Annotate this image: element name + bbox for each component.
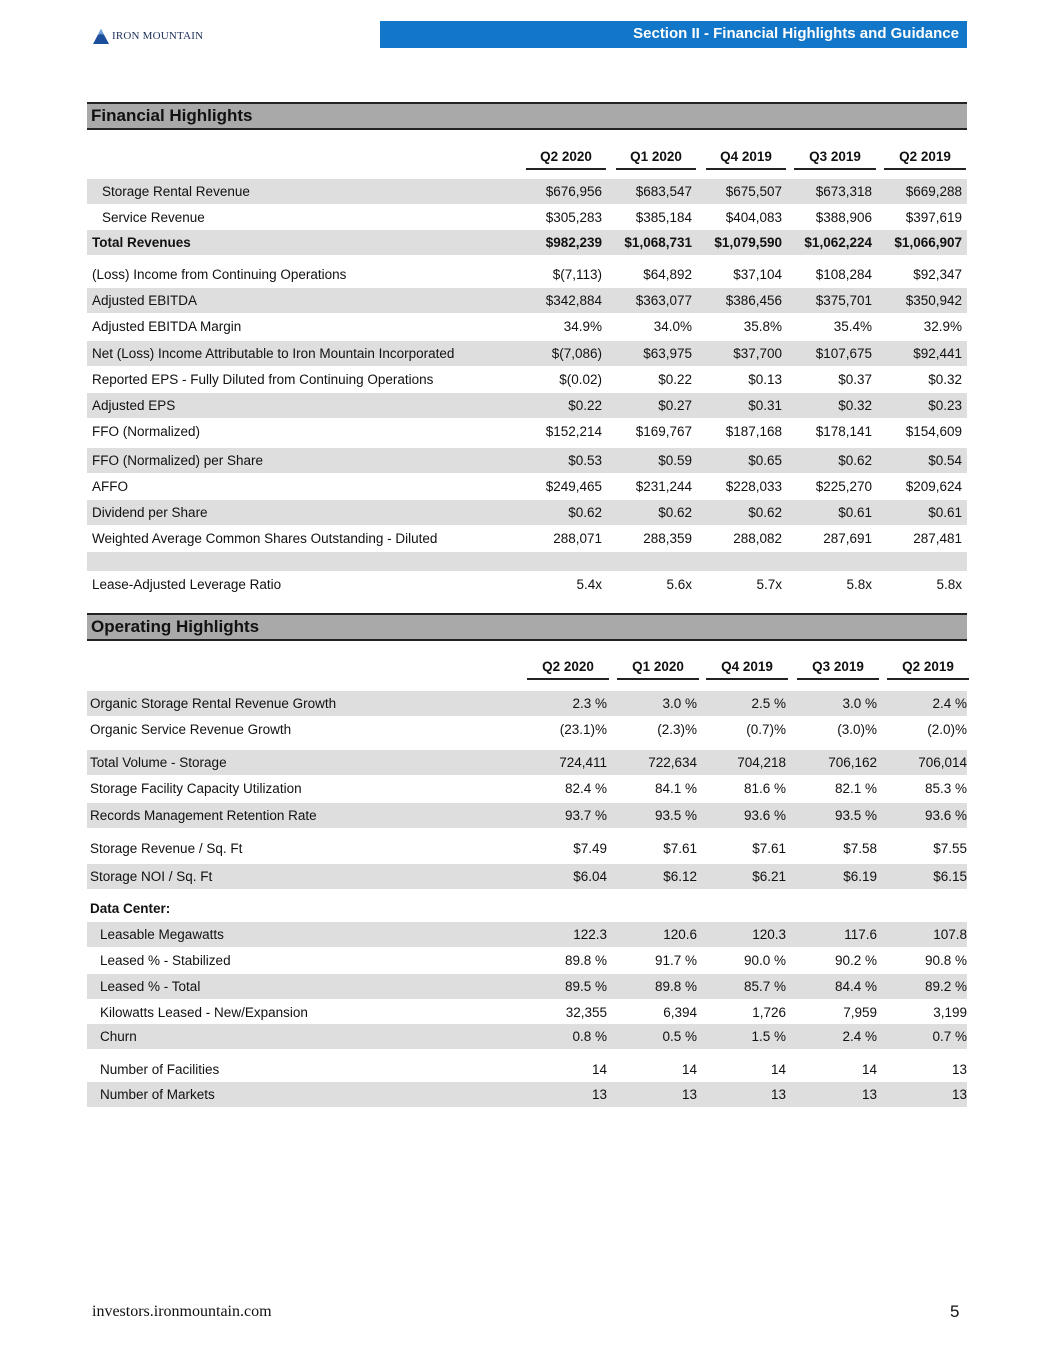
row-value: $6.12 <box>663 869 697 884</box>
row-label: Weighted Average Common Shares Outstanding - Diluted <box>92 531 438 546</box>
data-center-table-row <box>87 1024 967 1049</box>
operating-column-header: Q3 2019 <box>797 656 879 680</box>
row-label: Adjusted EPS <box>92 398 176 413</box>
row-value: $397,619 <box>905 210 962 225</box>
row-value: $107,675 <box>815 346 872 361</box>
row-value: 7,959 <box>843 1005 877 1020</box>
row-value: $63,975 <box>643 346 692 361</box>
row-value: $37,700 <box>733 346 782 361</box>
row-value: 5.7x <box>756 577 782 592</box>
row-value: 34.9% <box>563 319 602 334</box>
row-value: (23.1)% <box>559 722 607 737</box>
row-value: $675,507 <box>725 184 782 199</box>
row-value: $388,906 <box>815 210 872 225</box>
row-value: $0.22 <box>568 398 602 413</box>
financial-table-row <box>87 393 967 418</box>
row-value: $363,077 <box>635 293 692 308</box>
row-value: $0.59 <box>658 453 692 468</box>
row-label: Lease-Adjusted Leverage Ratio <box>92 577 282 592</box>
row-label: Storage NOI / Sq. Ft <box>90 869 213 884</box>
row-value: 3,199 <box>933 1005 967 1020</box>
operating-table-row <box>87 750 967 775</box>
row-value: $0.61 <box>838 505 872 520</box>
row-value: (3.0)% <box>837 722 877 737</box>
row-value: $342,884 <box>545 293 602 308</box>
row-label: Leased % - Total <box>100 979 201 994</box>
data-center-heading <box>87 897 967 921</box>
row-label: Adjusted EBITDA <box>92 293 198 308</box>
row-value: $1,062,224 <box>804 235 872 250</box>
row-value: $249,465 <box>545 479 602 494</box>
row-value: $1,079,590 <box>714 235 782 250</box>
row-value: 2.5 % <box>751 696 786 711</box>
row-value: $0.13 <box>748 372 782 387</box>
row-value: $187,168 <box>725 424 782 439</box>
row-value: 90.8 % <box>924 953 967 968</box>
footer-url[interactable]: investors.ironmountain.com <box>92 1303 272 1320</box>
row-value: $108,284 <box>815 267 872 282</box>
row-value: $169,767 <box>635 424 692 439</box>
row-value: 2.3 % <box>572 696 607 711</box>
row-value: 122.3 <box>573 927 607 942</box>
row-value: 5.4x <box>576 577 602 592</box>
row-value: $(7,086) <box>551 346 602 361</box>
row-value: 287,691 <box>823 531 872 546</box>
financial-highlights-title: Financial Highlights <box>87 102 967 130</box>
operating-column-header: Q1 2020 <box>617 656 699 680</box>
financial-column-header: Q1 2020 <box>616 146 696 170</box>
row-value: $228,033 <box>725 479 782 494</box>
row-label: Total Revenues <box>92 235 191 250</box>
row-value: 93.6 % <box>743 808 786 823</box>
row-value: 13 <box>681 1087 697 1102</box>
row-value: $386,456 <box>725 293 782 308</box>
row-value: $209,624 <box>905 479 962 494</box>
row-value: 5.8x <box>846 577 872 592</box>
financial-column-header: Q4 2019 <box>706 146 786 170</box>
row-label: Leasable Megawatts <box>100 927 224 942</box>
row-value: 107.8 <box>933 927 967 942</box>
row-value: $6.19 <box>843 869 877 884</box>
row-value: $0.22 <box>658 372 692 387</box>
financial-table-row <box>87 572 967 597</box>
row-value: 13 <box>861 1087 877 1102</box>
row-value: 13 <box>951 1062 967 1077</box>
spacer-row <box>87 552 967 571</box>
operating-table-row <box>87 776 967 801</box>
row-value: 724,411 <box>559 755 607 770</box>
data-center-table-row <box>87 974 967 999</box>
row-label: Storage Rental Revenue <box>102 184 250 199</box>
financial-column-header: Q2 2020 <box>526 146 606 170</box>
row-value: 2.4 % <box>842 1029 877 1044</box>
row-value: $0.54 <box>928 453 962 468</box>
financial-table-row <box>87 419 967 444</box>
row-value: 82.4 % <box>564 781 607 796</box>
row-value: $0.61 <box>928 505 962 520</box>
row-label: Records Management Retention Rate <box>90 808 317 823</box>
row-label: Storage Facility Capacity Utilization <box>90 781 302 796</box>
row-value: 706,014 <box>918 755 967 770</box>
row-value: $683,547 <box>635 184 692 199</box>
row-value: $64,892 <box>643 267 692 282</box>
row-value: 706,162 <box>828 755 877 770</box>
row-label: Service Revenue <box>102 210 205 225</box>
operating-table-row <box>87 864 967 889</box>
row-value: $7.55 <box>933 841 967 856</box>
row-label: Kilowatts Leased - New/Expansion <box>100 1005 308 1020</box>
row-label: FFO (Normalized) <box>92 424 201 439</box>
row-value: $404,083 <box>725 210 782 225</box>
financial-column-header: Q2 2019 <box>884 146 966 170</box>
operating-table-row <box>87 717 967 742</box>
row-value: $669,288 <box>905 184 962 199</box>
operating-column-header: Q2 2020 <box>527 656 609 680</box>
row-value: $0.37 <box>838 372 872 387</box>
row-value: 3.0 % <box>662 696 697 711</box>
row-value: 288,359 <box>643 531 692 546</box>
row-value: $385,184 <box>635 210 692 225</box>
row-value: 5.6x <box>666 577 692 592</box>
row-value: 93.6 % <box>924 808 967 823</box>
row-value: $1,068,731 <box>624 235 692 250</box>
row-value: $0.31 <box>748 398 782 413</box>
row-value: $0.53 <box>568 453 602 468</box>
data-center-table-row <box>87 1000 967 1025</box>
row-value: 35.4% <box>833 319 872 334</box>
row-value: $1,066,907 <box>894 235 962 250</box>
row-value: 89.2 % <box>924 979 967 994</box>
data-center-table-row <box>87 1082 967 1107</box>
row-value: $92,441 <box>913 346 962 361</box>
row-value: 13 <box>951 1087 967 1102</box>
row-value: $0.32 <box>838 398 872 413</box>
row-value: (0.7)% <box>746 722 786 737</box>
row-value: $7.61 <box>752 841 786 856</box>
row-value: 89.5 % <box>564 979 607 994</box>
row-value: $0.62 <box>658 505 692 520</box>
financial-table-row <box>87 474 967 499</box>
financial-table-row <box>87 526 967 551</box>
row-value: $152,214 <box>545 424 602 439</box>
row-value: 287,481 <box>913 531 962 546</box>
row-value: 84.1 % <box>654 781 697 796</box>
row-value: 90.2 % <box>834 953 877 968</box>
row-value: 90.0 % <box>743 953 786 968</box>
row-value: $0.65 <box>748 453 782 468</box>
row-value: $0.62 <box>748 505 782 520</box>
operating-column-header: Q4 2019 <box>706 656 788 680</box>
row-label: Organic Service Revenue Growth <box>90 722 292 737</box>
row-value: 32.9% <box>923 319 962 334</box>
row-value: $6.15 <box>933 869 967 884</box>
row-value: 0.8 % <box>572 1029 607 1044</box>
operating-column-header: Q2 2019 <box>887 656 969 680</box>
row-value: $676,956 <box>545 184 602 199</box>
row-value: 13 <box>591 1087 607 1102</box>
financial-table-row <box>87 341 967 366</box>
row-value: $0.23 <box>928 398 962 413</box>
row-label: Organic Storage Rental Revenue Growth <box>90 696 337 711</box>
row-label: AFFO <box>92 479 128 494</box>
row-value: 82.1 % <box>834 781 877 796</box>
row-value: $7.49 <box>573 841 607 856</box>
financial-table-row <box>87 367 967 392</box>
row-value: $0.32 <box>928 372 962 387</box>
row-value: $231,244 <box>635 479 692 494</box>
row-value: $(0.02) <box>559 372 602 387</box>
row-value: 3.0 % <box>842 696 877 711</box>
row-value: 93.7 % <box>564 808 607 823</box>
row-value: $6.21 <box>752 869 786 884</box>
row-value: 5.8x <box>936 577 962 592</box>
page-number: 5 <box>950 1302 960 1321</box>
row-value: 32,355 <box>565 1005 607 1020</box>
row-label: Total Volume - Storage <box>90 755 227 770</box>
row-value: 1.5 % <box>751 1029 786 1044</box>
row-value: 93.5 % <box>834 808 877 823</box>
row-value: 1,726 <box>752 1005 786 1020</box>
row-value: $37,104 <box>733 267 782 282</box>
data-center-label: Data Center: <box>90 901 171 916</box>
data-center-table-row <box>87 948 967 973</box>
financial-table-row <box>87 205 967 230</box>
row-value: (2.0)% <box>927 722 967 737</box>
logo-text: IRON MOUNTAIN <box>112 30 204 42</box>
row-value: $225,270 <box>815 479 872 494</box>
row-value: 120.3 <box>752 927 786 942</box>
row-value: 91.7 % <box>654 953 697 968</box>
operating-table-row <box>87 691 967 716</box>
row-value: $178,141 <box>815 424 872 439</box>
row-label: Leased % - Stabilized <box>100 953 231 968</box>
operating-table-row <box>87 836 967 861</box>
row-value: 13 <box>770 1087 786 1102</box>
row-value: 14 <box>591 1062 607 1077</box>
row-value: 722,634 <box>648 755 697 770</box>
row-value: 34.0% <box>653 319 692 334</box>
row-value: $7.61 <box>663 841 697 856</box>
row-value: $(7,113) <box>552 267 602 282</box>
financial-table-row <box>87 314 967 339</box>
row-value: 120.6 <box>663 927 697 942</box>
row-label: Number of Facilities <box>100 1062 220 1077</box>
row-value: 14 <box>861 1062 877 1077</box>
row-value: $154,609 <box>905 424 962 439</box>
row-value: $92,347 <box>913 267 962 282</box>
row-value: $0.27 <box>658 398 692 413</box>
financial-table-row <box>87 448 967 473</box>
row-label: Storage Revenue / Sq. Ft <box>90 841 243 856</box>
financial-table-row <box>87 500 967 525</box>
row-value: (2.3)% <box>657 722 697 737</box>
row-label: Churn <box>100 1029 137 1044</box>
row-value: 288,071 <box>553 531 602 546</box>
row-value: 85.7 % <box>743 979 786 994</box>
row-value: 6,394 <box>663 1005 697 1020</box>
row-value: $982,239 <box>545 235 602 250</box>
row-value: 0.5 % <box>662 1029 697 1044</box>
row-value: 704,218 <box>737 755 786 770</box>
row-value: 93.5 % <box>654 808 697 823</box>
row-label: Dividend per Share <box>92 505 208 520</box>
company-logo <box>93 27 203 45</box>
operating-table-row <box>87 803 967 828</box>
operating-highlights-title: Operating Highlights <box>87 613 967 641</box>
row-value: $350,942 <box>905 293 962 308</box>
row-value: $7.58 <box>843 841 877 856</box>
row-value: 117.6 <box>844 927 877 942</box>
row-value: 89.8 % <box>654 979 697 994</box>
row-label: FFO (Normalized) per Share <box>92 453 264 468</box>
row-value: $0.62 <box>838 453 872 468</box>
row-value: 14 <box>770 1062 786 1077</box>
row-value: 288,082 <box>733 531 782 546</box>
row-value: 84.4 % <box>834 979 877 994</box>
row-value: $305,283 <box>545 210 602 225</box>
row-value: 0.7 % <box>932 1029 967 1044</box>
financial-table-row <box>87 288 967 313</box>
data-center-table-row <box>87 922 967 947</box>
row-value: 35.8% <box>743 319 782 334</box>
row-label: Net (Loss) Income Attributable to Iron Mountain Incorporated <box>92 346 455 361</box>
financial-table-row <box>87 262 967 287</box>
row-value: $375,701 <box>815 293 872 308</box>
row-value: $0.62 <box>568 505 602 520</box>
row-value: $6.04 <box>573 869 607 884</box>
data-center-table-row <box>87 1057 967 1082</box>
financial-table-row <box>87 179 967 204</box>
row-value: 14 <box>681 1062 697 1077</box>
row-value: 2.4 % <box>932 696 967 711</box>
row-label: Reported EPS - Fully Diluted from Continuing Operations <box>92 372 434 387</box>
mountain-logo-icon <box>93 29 109 44</box>
financial-table-row <box>87 230 967 255</box>
row-label: (Loss) Income from Continuing Operations <box>92 267 347 282</box>
row-value: 85.3 % <box>924 781 967 796</box>
row-value: $673,318 <box>815 184 872 199</box>
row-value: 89.8 % <box>564 953 607 968</box>
row-label: Number of Markets <box>100 1087 215 1102</box>
section-banner: Section II - Financial Highlights and Guidance <box>380 21 967 48</box>
row-value: 81.6 % <box>743 781 786 796</box>
row-label: Adjusted EBITDA Margin <box>92 319 242 334</box>
financial-column-header: Q3 2019 <box>794 146 876 170</box>
